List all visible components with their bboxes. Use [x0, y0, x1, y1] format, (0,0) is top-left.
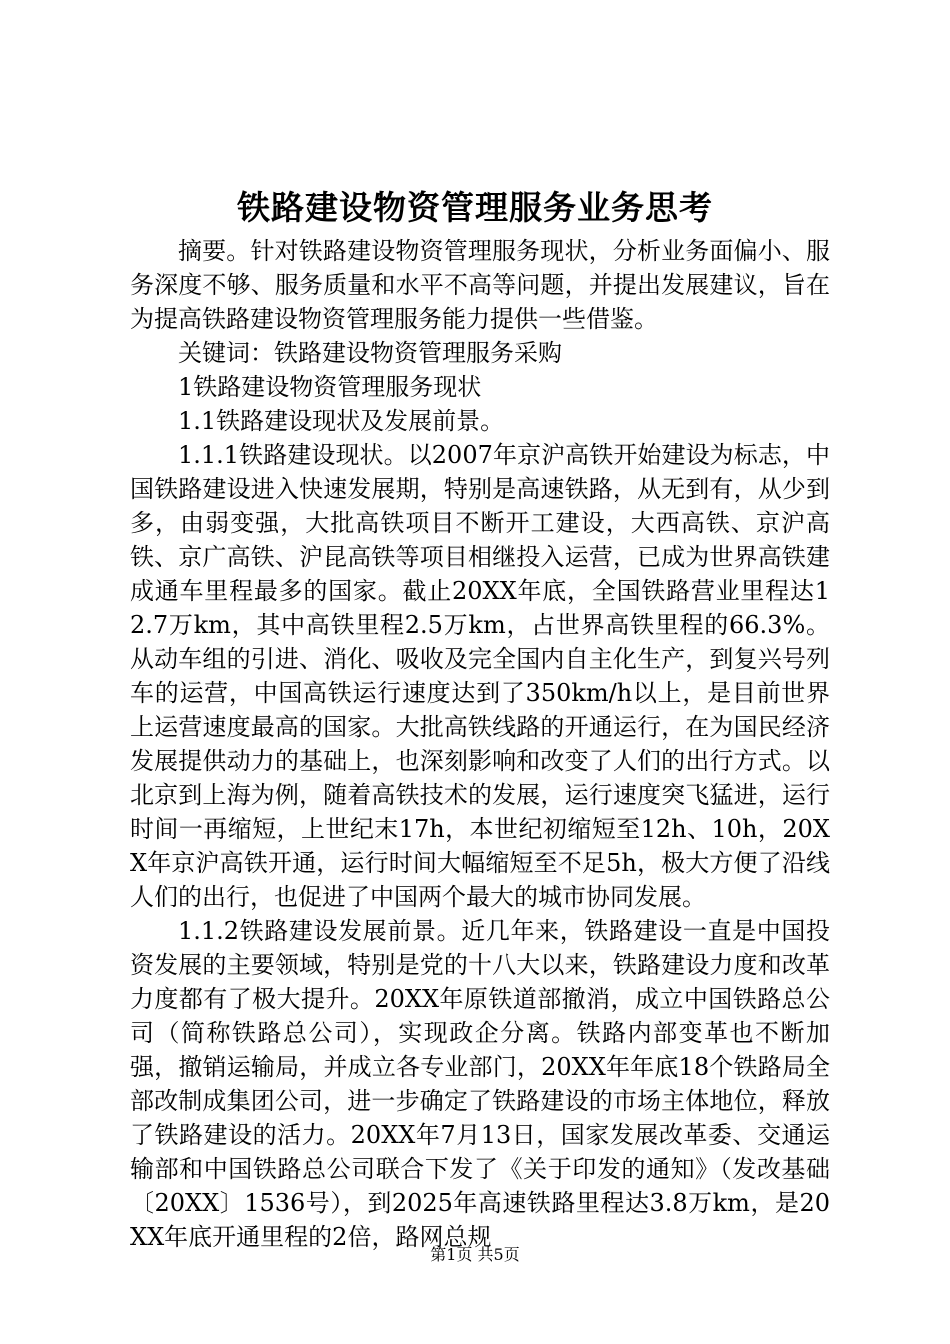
section-heading-1: 1铁路建设物资管理服务现状 [178, 373, 482, 401]
body-paragraph-1-1-2: 1.1.2铁路建设发展前景。近几年来，铁路建设一直是中国投资发展的主要领域，特别是党的十八大以来，铁路建设力度和改革力度都有了极大提升。20XX年原铁道部撤消，成立中国铁路总公司（简称铁路总公司），实现政企分离。铁路内部变革也不断加强，撤销运输局，并成立各专业部门，20XX年年底18个铁路局全部改制成集团公司，进一步确定了铁路建设的市场主体地位，释放了铁路建设的活力。20XX年7月13日，国家发展改革委、交通运输部和中国铁路总公司联合下发了《关于印发的通知》（发改基础〔20XX〕1536号），到2025年高速铁路里程达3.8万km，是20XX年底开通里程的2倍，路网总规 [130, 917, 830, 1251]
body-paragraph-1-1-1: 1.1.1铁路建设现状。以2007年京沪高铁开始建设为标志，中国铁路建设进入快速发展期，特别是高速铁路，从无到有，从少到多，由弱变强，大批高铁项目不断开工建设，大西高铁、京沪高铁、京广高铁、沪昆高铁等项目相继投入运营，已成为世界高铁建成通车里程最多的国家。截止20XX年底，全国铁路营业里程达12.7万km，其中高铁里程2.5万km，占世界高铁里程的66.3%。从动车组的引进、消化、吸收及完全国内自主化生产，到复兴号列车的运营，中国高铁运行速度达到了350km/h以上，是目前世界上运营速度最高的国家。大批高铁线路的开通运行，在为国民经济发展提供动力的基础上，也深刻影响和改变了人们的出行方式。以北京到上海为例，随着高铁技术的发展，运行速度突飞猛进，运行时间一再缩短，上世纪末17h，本世纪初缩短至12h、10h，20XX年京沪高铁开通，运行时间大幅缩短至不足5h，极大方便了沿线人们的出行，也促进了中国两个最大的城市协同发展。 [130, 441, 830, 911]
abstract-paragraph: 摘要。针对铁路建设物资管理服务现状，分析业务面偏小、服务深度不够、服务质量和水平不高等问题，并提出发展建议，旨在为提高铁路建设物资管理服务能力提供一些借鉴。 [130, 237, 830, 333]
section-heading-1-1: 1.1铁路建设现状及发展前景。 [178, 407, 505, 435]
page-number-footer: 第1页 共5页 [430, 1245, 520, 1264]
keywords-paragraph: 关键词：铁路建设物资管理服务采购 [178, 339, 562, 367]
document-title: 铁路建设物资管理服务业务思考 [237, 188, 713, 227]
document-body [130, 234, 830, 1254]
